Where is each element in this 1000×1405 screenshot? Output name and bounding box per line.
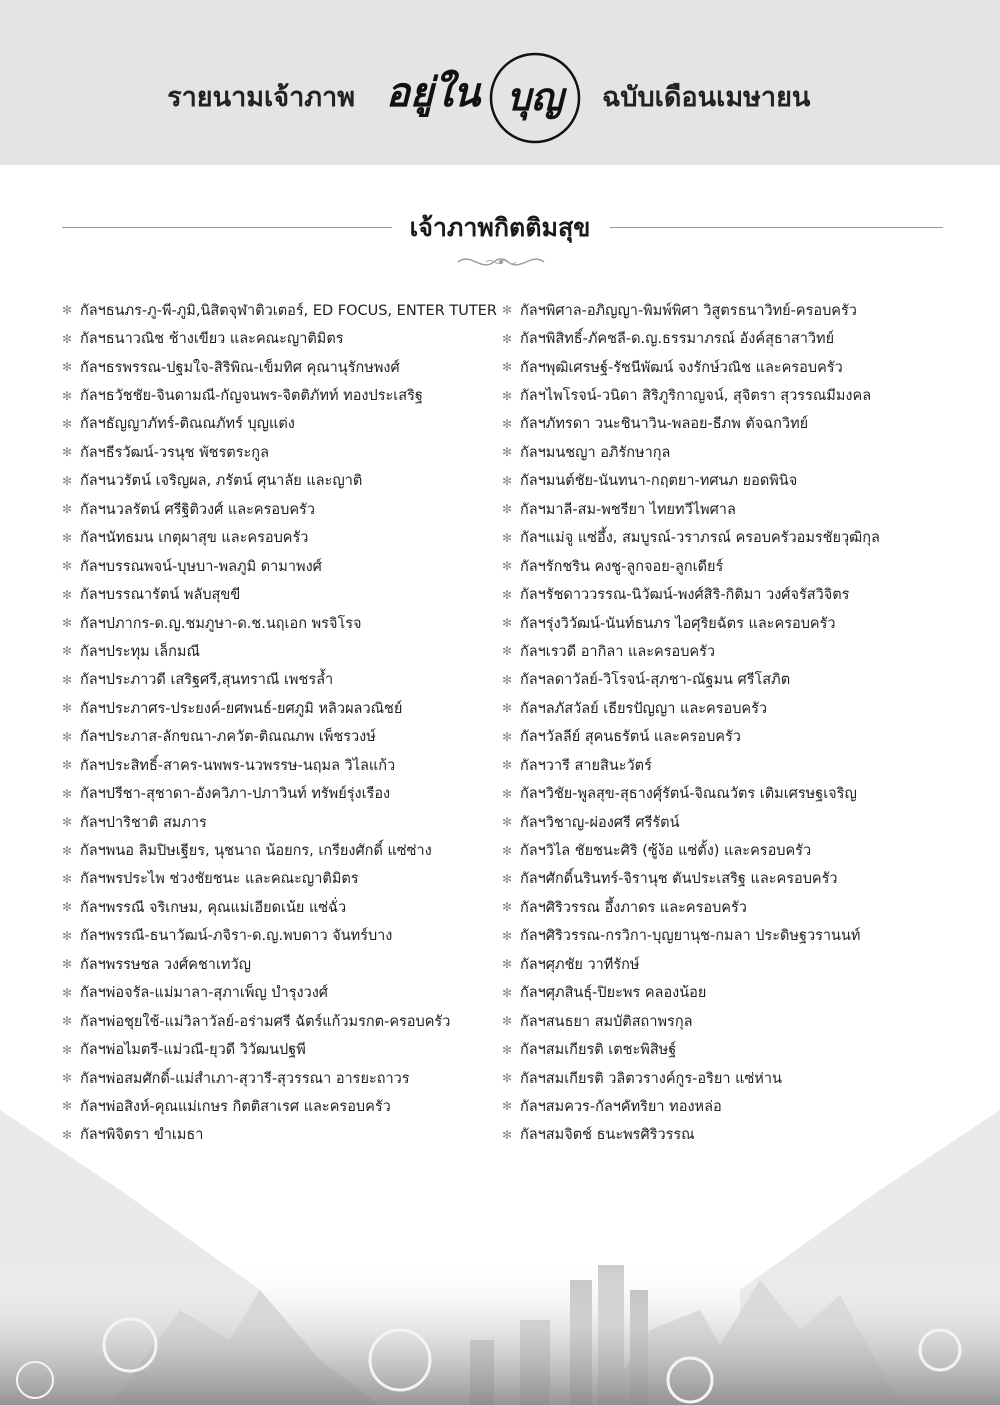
donor-name: กัลฯไพโรจน์-วนิดา สิริภูริกาญจน์, สุจิตรา สุวรรณมีมงคล (520, 388, 872, 405)
asterisk-flower-icon: ✻ (502, 530, 513, 545)
donor-list-item (62, 836, 502, 864)
donor-name: กัลฯนัทธมน เกตุผาสุข และครอบครัว (80, 530, 309, 547)
donor-list-item (62, 751, 502, 779)
donor-name: กัลฯศุภสินธุ์-ปิยะพร คลองน้อย (520, 985, 707, 1002)
donor-list-item (502, 950, 942, 978)
asterisk-flower-icon: ✻ (62, 900, 73, 915)
donor-name: กัลฯมนต์ชัย-นันทนา-กฤตยา-ทศนภ ยอดพินิจ (520, 473, 798, 490)
donor-name: กัลฯรักชริน คงชู-ลูกจอย-ลูกเดียร์ (520, 558, 724, 575)
donor-name: กัลฯนวรัตน์ เจริญผล, ภรัตน์ ศุนาลัย และญาติ (80, 473, 363, 490)
donor-name: กัลฯรัชดาววรรณ-นิวัฒน์-พงศ์สิริ-กิติมา วงศ์จรัสวิจิตร (520, 587, 850, 604)
asterisk-flower-icon: ✻ (502, 331, 513, 346)
asterisk-flower-icon: ✻ (502, 871, 513, 886)
asterisk-flower-icon: ✻ (502, 303, 513, 318)
donor-name: กัลฯเรวดี อากิลา และครอบครัว (520, 643, 716, 660)
donor-list-item (502, 893, 942, 921)
donor-name: กัลฯภัทรดา วนะชินาวิน-พลอย-ธีภพ ตัจฉกวิทย์ (520, 416, 809, 433)
asterisk-flower-icon: ✻ (62, 1127, 73, 1142)
asterisk-flower-icon: ✻ (62, 985, 73, 1000)
donor-list-item (62, 467, 502, 495)
asterisk-flower-icon: ✻ (502, 786, 513, 801)
donor-name: กัลฯปาริชาติ สมภาร (80, 814, 207, 831)
donor-list-item (62, 1035, 502, 1063)
asterisk-flower-icon: ✻ (62, 843, 73, 858)
divider-right (610, 227, 943, 228)
donor-name: กัลฯพิศาล-อภิญญา-พิมพ์พิศา วิสูตรธนาวิทย์-ครอบครัว (520, 302, 857, 319)
asterisk-flower-icon: ✻ (502, 815, 513, 830)
donor-name: กัลฯวารี สายสินะวัตร์ (520, 757, 652, 774)
donor-list-item (62, 865, 502, 893)
asterisk-flower-icon: ✻ (502, 616, 513, 631)
asterisk-flower-icon: ✻ (502, 843, 513, 858)
asterisk-flower-icon: ✻ (502, 758, 513, 773)
asterisk-flower-icon: ✻ (502, 957, 513, 972)
decorative-crystal-landscape (0, 1090, 1000, 1405)
donor-list-item (502, 324, 942, 352)
donor-name: กัลฯพ่อสิงห์-คุณแม่เกษร กิตติสาเรศ และครอบครัว (80, 1098, 391, 1115)
donor-list-item (502, 779, 942, 807)
donor-name: กัลฯพุฒิเศรษฐ์-รัชนีพัฒน์ จงรักษ์วณิช และครอบครัว (520, 359, 843, 376)
donor-list-item (502, 979, 942, 1007)
asterisk-flower-icon: ✻ (62, 331, 73, 346)
donor-name: กัลฯวิไล ชัยชนะศิริ (ซู้ง้อ แซ่ตั้ง) และครอบครัว (520, 843, 812, 860)
asterisk-flower-icon: ✻ (62, 957, 73, 972)
donor-list-item (62, 694, 502, 722)
logo-text-2: บุญ (506, 74, 564, 119)
asterisk-flower-icon: ✻ (62, 928, 73, 943)
asterisk-flower-icon: ✻ (502, 672, 513, 687)
section-title: เจ้าภาพกิตติมสุข (409, 213, 591, 242)
donor-list-item (62, 893, 502, 921)
donor-list-item (62, 666, 502, 694)
asterisk-flower-icon: ✻ (62, 559, 73, 574)
donor-list-item (62, 922, 502, 950)
asterisk-flower-icon: ✻ (502, 473, 513, 488)
asterisk-flower-icon: ✻ (62, 758, 73, 773)
asterisk-flower-icon: ✻ (62, 1014, 73, 1029)
donor-list-item (502, 808, 942, 836)
donor-list-item (62, 353, 502, 381)
asterisk-flower-icon: ✻ (62, 729, 73, 744)
donor-name: กัลฯสมควร-กัลฯคัทริยา ทองหล่อ (520, 1098, 722, 1115)
donor-name: กัลฯวิชัย-พูลสุข-สุธางศุ์รัตน์-จิณณวัตร เติมเศรษฐเจริญ (520, 786, 857, 803)
donor-name: กัลฯสมจิตช์ ธนะพรศิริวรรณ (520, 1127, 695, 1144)
asterisk-flower-icon: ✻ (502, 360, 513, 375)
donor-list-item (502, 666, 942, 694)
donor-list-item (502, 381, 942, 409)
donor-list-item (502, 1007, 942, 1035)
donor-name: กัลฯประสิทธิ์-สาคร-นพพร-นวพรรษ-นฤมล วิไลแก้ว (80, 757, 396, 774)
asterisk-flower-icon: ✻ (62, 815, 73, 830)
donor-list-item (502, 637, 942, 665)
donor-name: กัลฯพรรณี-ธนาวัฒน์-ภจิรา-ด.ญ.พบดาว จันทร์บาง (80, 928, 393, 945)
donor-name: กัลฯพรประไพ ช่วงชัยชนะ และคณะญาติมิตร (80, 871, 359, 888)
donor-name: กัลฯธนภร-ภู-พี-ภูมิ,นิสิตจุฬาติวเตอร์, ED FOCUS, ENTER TUTER (80, 302, 497, 319)
asterisk-flower-icon: ✻ (62, 360, 73, 375)
donor-list-left (62, 296, 502, 1149)
donor-list-right (502, 296, 942, 1149)
donor-list-item (62, 979, 502, 1007)
donor-name: กัลฯพ่อสมศักดิ์-แม่สำเภา-สุวารี-สุวรรณา อารยะถาวร (80, 1070, 410, 1087)
donor-name: กัลฯมาลี-สม-พชรียา ไทยทวีไพศาล (520, 501, 736, 518)
asterisk-flower-icon: ✻ (502, 1071, 513, 1086)
asterisk-flower-icon: ✻ (62, 1071, 73, 1086)
donor-list-item (502, 438, 942, 466)
donor-name: กัลฯแม่จู แซ่อึ้ง, สมบูรณ์-วราภรณ์ ครอบครัวอมรชัยวุฒิกุล (520, 530, 880, 547)
donor-list-item (62, 1064, 502, 1092)
asterisk-flower-icon: ✻ (62, 388, 73, 403)
donor-list-item (62, 524, 502, 552)
asterisk-flower-icon: ✻ (502, 388, 513, 403)
asterisk-flower-icon: ✻ (502, 928, 513, 943)
donor-list-item (62, 950, 502, 978)
donor-name: กัลฯศิริวรรณ-กรวิกา-บุญยานุช-กมลา ประดิษฐวรานนท์ (520, 928, 861, 945)
donor-list-item (502, 723, 942, 751)
donor-name: กัลฯสมเกียรติ วลิตวรางค์กูร-อริยา แซ่ห่าน (520, 1070, 782, 1087)
donor-name: กัลฯพนอ ลิมปิษเฐียร, นุชนาถ น้อยกร, เกรียงศักดิ์ แซ่ซ่าง (80, 843, 432, 860)
donor-list-item (62, 324, 502, 352)
logo-text-1: อยู่ใน (385, 69, 481, 116)
donor-name: กัลฯพรรณี จริเกษม, คุณแม่เอียดเน้ย แซ่ฉั่ว (80, 899, 347, 916)
donor-list-item (62, 381, 502, 409)
asterisk-flower-icon: ✻ (62, 473, 73, 488)
donor-name: กัลฯประภาส-ลักขณา-ภควัต-ติณณภพ เพ็ชรวงษ์ (80, 729, 376, 746)
donor-list-item (502, 865, 942, 893)
donor-name: กัลฯรุ่งวิวัฒน์-นันท์ธนภร ไอศุริยฉัตร และครอบครัว (520, 615, 836, 632)
asterisk-flower-icon: ✻ (502, 502, 513, 517)
donor-name: กัลฯมนชญา อภิรักษากุล (520, 444, 671, 461)
donor-name: กัลฯพ่อจรัล-แม่มาลา-สุภาเพ็ญ บำรุงวงศ์ (80, 985, 329, 1002)
asterisk-flower-icon: ✻ (62, 416, 73, 431)
donor-name: กัลฯวัลลีย์ สุคนธรัตน์ และครอบครัว (520, 729, 741, 746)
donor-name: กัลฯพิสิทธิ์-ภัคชลี-ด.ญ.ธรรมาภรณ์ อังค์สุธาสาวิทย์ (520, 331, 835, 348)
asterisk-flower-icon: ✻ (62, 644, 73, 659)
donor-list-item (502, 609, 942, 637)
asterisk-flower-icon: ✻ (502, 587, 513, 602)
donor-name: กัลฯปรีชา-สุชาดา-อังควิภา-ปภาวินท์ ทรัพย์รุ่งเรือง (80, 786, 391, 803)
donor-list-item (502, 524, 942, 552)
donor-list-item (502, 580, 942, 608)
asterisk-flower-icon: ✻ (62, 786, 73, 801)
asterisk-flower-icon: ✻ (502, 900, 513, 915)
donor-list-item (62, 580, 502, 608)
donor-name: กัลฯพ่อไมตรี-แม่วณี-ยุวดี วิวัฒนปฐพี (80, 1042, 306, 1059)
donor-name: กัลฯธนาวณิช ช้างเขียว และคณะญาติมิตร (80, 331, 344, 348)
donor-name: กัลฯพ่อชุยใช้-แม่วิลาวัลย์-อร่ามศรี ฉัตร์แก้วมรกต-ครอบครัว (80, 1013, 451, 1030)
donor-name: กัลฯสนธยา สมบัติสถาพรกุล (520, 1013, 693, 1030)
donor-list-item (502, 836, 942, 864)
donor-name: กัลฯลดาวัลย์-วิโรจน์-สุภชา-ณัฐมน ศรีโสภิต (520, 672, 791, 689)
donor-list-item (502, 1064, 942, 1092)
donor-name: กัลฯศักดิ์นรินทร์-จิรานุช ตันประเสริฐ และครอบครัว (520, 871, 838, 888)
donor-list-item (62, 609, 502, 637)
asterisk-flower-icon: ✻ (62, 587, 73, 602)
asterisk-flower-icon: ✻ (62, 303, 73, 318)
donor-list-item (502, 296, 942, 324)
asterisk-flower-icon: ✻ (502, 701, 513, 716)
donor-list-item (502, 922, 942, 950)
logo-emblem (365, 48, 593, 146)
asterisk-flower-icon: ✻ (502, 559, 513, 574)
donor-list-item (62, 1007, 502, 1035)
donor-name: กัลฯศิริวรรณ อึ้งภาดร และครอบครัว (520, 899, 747, 916)
donor-list-item (502, 467, 942, 495)
header-title-right: ฉบับเดือนเมษายน (602, 82, 811, 113)
donor-name: กัลฯประภาวดี เสริฐศรี,สุนทราณี เพชรล้ำ (80, 672, 334, 689)
asterisk-flower-icon: ✻ (502, 1099, 513, 1114)
donor-list-item (502, 1035, 942, 1063)
donor-list-item (62, 637, 502, 665)
donor-name: กัลฯศุภชัย วาทีรักษ์ (520, 956, 640, 973)
donor-name: กัลฯธรพรรณ-ปฐมใจ-สิริพิณ-เข็มทิศ คุณานุรักษพงศ์ (80, 359, 400, 376)
asterisk-flower-icon: ✻ (62, 672, 73, 687)
asterisk-flower-icon: ✻ (62, 502, 73, 517)
flourish-ornament-icon (456, 252, 546, 272)
header-title-left: รายนามเจ้าภาพ (167, 82, 355, 113)
donor-list-item (502, 751, 942, 779)
donor-list-item (502, 495, 942, 523)
donor-name: กัลฯวิชาญ-ผ่องศรี ศรีรัตน์ (520, 814, 680, 831)
asterisk-flower-icon: ✻ (62, 1099, 73, 1114)
donor-name: กัลฯธวัชชัย-จินดามณี-กัญจนพร-จิตติภัทท์ ทองประเสริฐ (80, 388, 423, 405)
donor-name: กัลฯบรรณพจน์-บุษบา-พลภูมิ ดามาพงศ์ (80, 558, 322, 575)
asterisk-flower-icon: ✻ (502, 729, 513, 744)
asterisk-flower-icon: ✻ (502, 416, 513, 431)
donor-list-item (502, 410, 942, 438)
donor-name: กัลฯธัญญาภัทร์-ติณณภัทร์ บุญแต่ง (80, 416, 295, 433)
asterisk-flower-icon: ✻ (62, 871, 73, 886)
asterisk-flower-icon: ✻ (62, 1042, 73, 1057)
asterisk-flower-icon: ✻ (502, 644, 513, 659)
donor-list-item (62, 438, 502, 466)
donor-list-item (62, 552, 502, 580)
donor-name: กัลฯนวลรัตน์ ศรีฐิติวงศ์ และครอบครัว (80, 501, 315, 518)
donor-name: กัลฯสมเกียรติ เตชะพิสิษฐ์ (520, 1042, 677, 1059)
asterisk-flower-icon: ✻ (62, 530, 73, 545)
donor-list-item (502, 353, 942, 381)
donor-list-item (62, 723, 502, 751)
donor-name: กัลฯประทุม เล็กมณี (80, 643, 200, 660)
donor-name: กัลฯลภัสวัลย์ เธียรปัญญา และครอบครัว (520, 700, 768, 717)
donor-list-item (502, 552, 942, 580)
donor-name: กัลฯพิจิตรา ขำเมธา (80, 1127, 204, 1144)
asterisk-flower-icon: ✻ (62, 616, 73, 631)
donor-list-item (62, 410, 502, 438)
asterisk-flower-icon: ✻ (502, 1014, 513, 1029)
asterisk-flower-icon: ✻ (62, 445, 73, 460)
asterisk-flower-icon: ✻ (502, 1042, 513, 1057)
donor-name: กัลฯปภากร-ด.ญ.ชมภูษา-ด.ช.นฤเอก พรจิโรจ (80, 615, 362, 632)
asterisk-flower-icon: ✻ (502, 1127, 513, 1142)
donor-list-item (62, 296, 502, 324)
donor-name: กัลฯประภาศร-ประยงค์-ยศพนธ์-ยศภูมิ หลิวผลวณิชย์ (80, 700, 403, 717)
donor-list-item (62, 808, 502, 836)
donor-list-item (502, 694, 942, 722)
donor-list-item (62, 779, 502, 807)
donor-name: กัลฯพรรษชล วงศ์คชาเทวัญ (80, 956, 251, 973)
asterisk-flower-icon: ✻ (502, 445, 513, 460)
donor-name: กัลฯบรรณารัตน์ พลับสุขขี (80, 587, 241, 604)
asterisk-flower-icon: ✻ (502, 985, 513, 1000)
donor-list-item (62, 495, 502, 523)
asterisk-flower-icon: ✻ (62, 701, 73, 716)
donor-name: กัลฯธีรวัฒน์-วรนุช พัชรตระกูล (80, 444, 269, 461)
